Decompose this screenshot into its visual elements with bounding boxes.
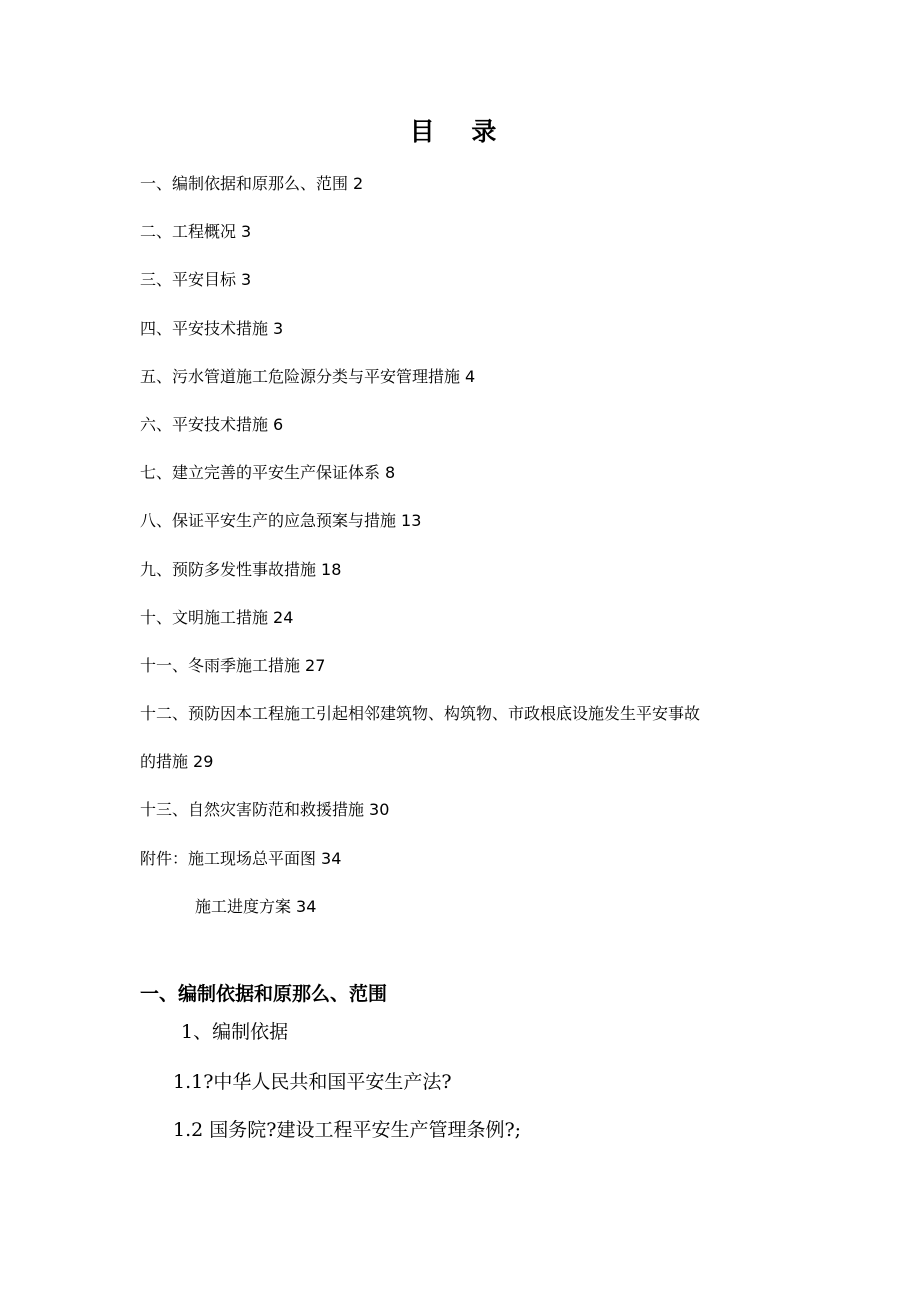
toc-entry[interactable] (140, 786, 800, 834)
toc-entry-text: 十二、预防因本工程施工引起相邻建筑物、构筑物、市政根底设施发生平安事故 (140, 704, 701, 724)
toc-entry[interactable] (140, 690, 800, 738)
toc-entry[interactable] (140, 594, 800, 642)
toc-entry[interactable] (140, 208, 800, 256)
toc-entry-page: 29 (193, 752, 214, 772)
toc-entry[interactable] (140, 642, 800, 690)
toc-entry-page: 3 (241, 270, 252, 290)
table-of-contents (140, 160, 800, 931)
toc-entry-text: 二、工程概况 (140, 222, 237, 242)
toc-entry[interactable] (140, 401, 800, 449)
toc-entry[interactable] (140, 160, 800, 208)
toc-entry-continued[interactable] (140, 738, 800, 786)
toc-entry-text: 八、保证平安生产的应急预案与措施 (140, 511, 397, 531)
toc-entry-text: 附件：施工现场总平面图 (140, 848, 317, 868)
toc-entry-page: 13 (401, 511, 422, 531)
toc-entry-text: 十、文明施工措施 (140, 607, 269, 627)
toc-entry-page: 4 (465, 366, 476, 386)
toc-entry-page: 24 (273, 607, 294, 627)
toc-entry[interactable] (140, 353, 800, 401)
reference-item: 1.2 国务院?建设工程平安生产管理条例?; (173, 1119, 522, 1141)
toc-entry-text: 十三、自然灾害防范和救援措施 (140, 800, 365, 820)
toc-entry-page: 2 (353, 174, 364, 193)
toc-entry[interactable] (140, 546, 800, 594)
toc-entry[interactable] (140, 256, 800, 304)
toc-entry-text: 的措施 (140, 752, 189, 772)
toc-entry[interactable] (140, 449, 800, 497)
toc-entry[interactable] (140, 835, 800, 883)
toc-entry-page: 3 (273, 318, 284, 338)
toc-entry-page: 8 (385, 463, 396, 483)
sub-heading: 1、编制依据 (181, 1021, 289, 1043)
toc-entry-text: 七、建立完善的平安生产保证体系 (140, 463, 381, 483)
toc-entry-page: 6 (273, 414, 284, 434)
toc-entry-text: 施工进度方案 (195, 896, 292, 916)
toc-entry-text: 五、污水管道施工危险源分类与平安管理措施 (140, 366, 461, 386)
toc-entry-text: 九、预防多发性事故措施 (140, 559, 317, 579)
toc-entry-page: 34 (296, 896, 317, 916)
toc-entry-page: 3 (241, 222, 252, 242)
toc-entry-page: 27 (305, 655, 326, 675)
toc-entry-text: 四、平安技术措施 (140, 318, 269, 338)
toc-entry-text: 六、平安技术措施 (140, 414, 269, 434)
section-heading: 一、编制依据和原那么、范围 (140, 983, 388, 1005)
toc-entry-page: 18 (321, 559, 342, 579)
reference-item: 1.1?中华人民共和国平安生产法? (173, 1071, 452, 1093)
toc-entry-text: 三、平安目标 (140, 270, 237, 290)
toc-entry-text: 十一、冬雨季施工措施 (140, 655, 301, 675)
toc-entry-page: 34 (321, 848, 342, 868)
toc-entry[interactable] (140, 883, 800, 931)
toc-title: 目 录 (409, 117, 511, 146)
toc-entry[interactable] (140, 305, 800, 353)
toc-entry-text: 一、编制依据和原那么、范围 (140, 174, 349, 193)
toc-entry[interactable] (140, 497, 800, 545)
toc-entry-page: 30 (369, 800, 390, 820)
